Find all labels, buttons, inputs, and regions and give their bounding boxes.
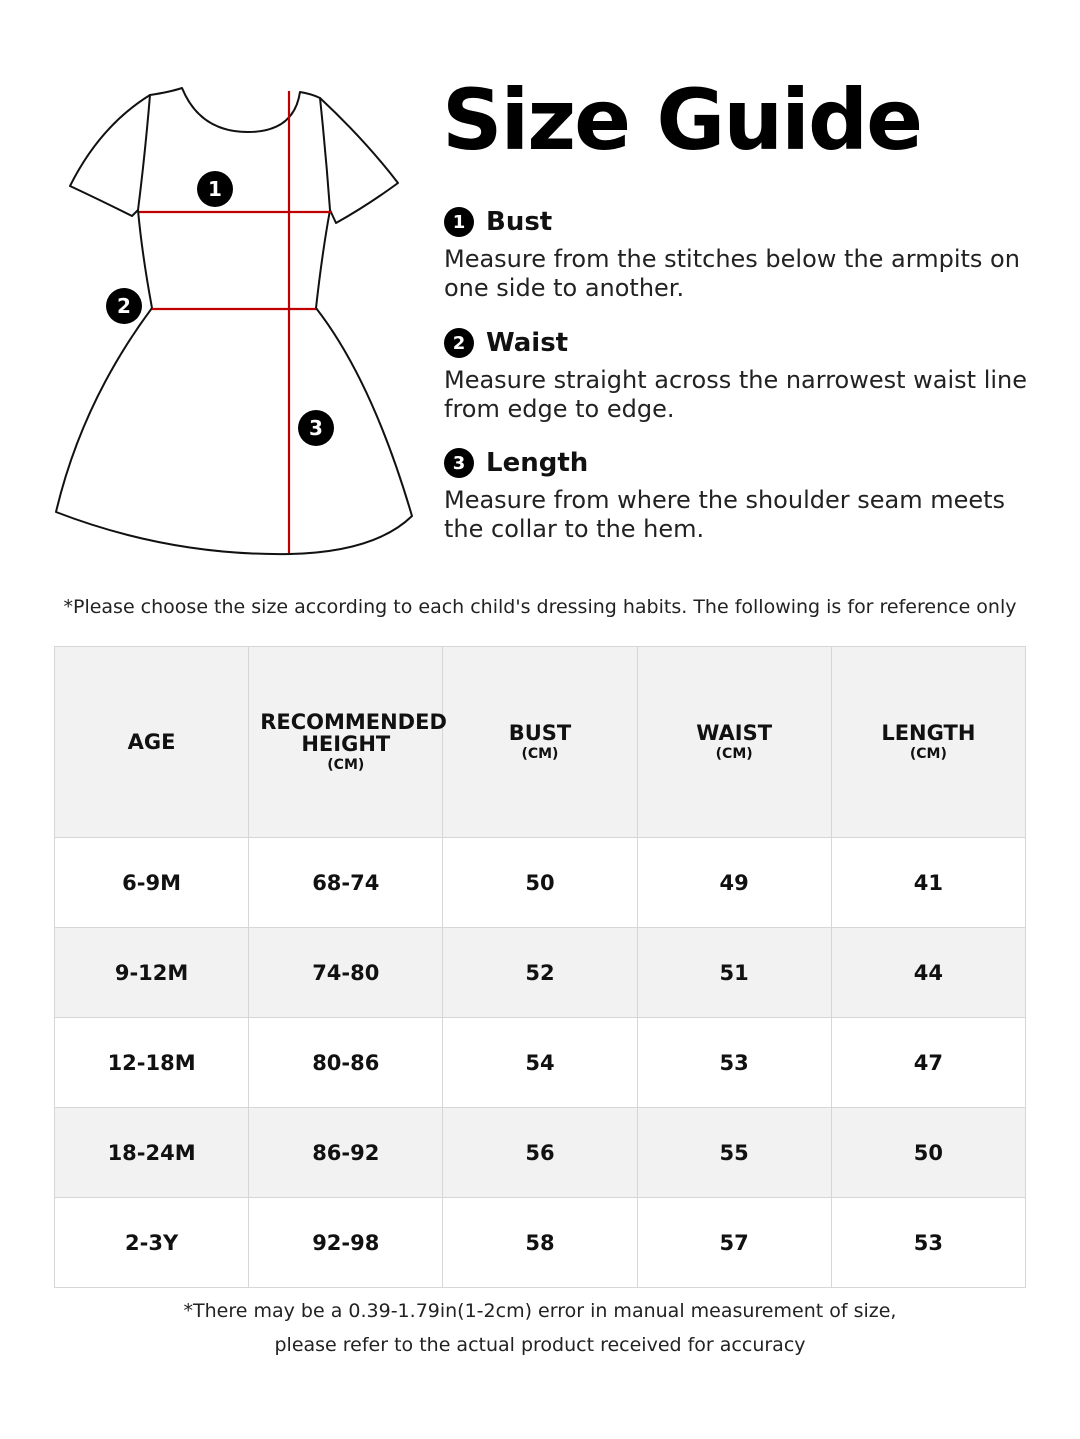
waist-title: Waist [486,328,569,358]
accuracy-note-line-1: *There may be a 0.39-1.79in(1-2cm) error in manual measurement of size, [183,1300,897,1322]
cell-age: 2-3Y [55,1198,249,1288]
cell-bust: 52 [443,928,637,1018]
cell-age: 18-24M [55,1108,249,1198]
guide-waist [444,326,1044,424]
accuracy-note-line-2: please refer to the actual product received for accuracy [274,1334,806,1356]
left-armhole [138,95,150,210]
reference-note: *Please choose the size according to each child's dressing habits. The following is for reference only [63,596,1017,618]
waist-marker: 2 [117,294,131,318]
table-row [55,1108,1026,1198]
cell-length: 53 [831,1198,1025,1288]
cell-waist: 49 [637,838,831,928]
cell-height: 80-86 [249,1018,443,1108]
cell-waist: 57 [637,1198,831,1288]
cell-bust: 50 [443,838,637,928]
dress-diagram [40,80,420,560]
bust-number-badge: 1 [444,207,474,237]
bust-description: Measure from the stitches below the armpits on one side to another. [444,245,1020,302]
header-age: AGE [55,647,249,838]
cell-length: 41 [831,838,1025,928]
dress-outline [56,88,412,554]
cell-bust: 56 [443,1108,637,1198]
cell-age: 9-12M [55,928,249,1018]
header-bust: BUST (CM) [443,647,637,838]
cell-height: 86-92 [249,1108,443,1198]
table-row [55,1018,1026,1108]
cell-height: 68-74 [249,838,443,928]
header-length: LENGTH (CM) [831,647,1025,838]
header-height: RECOMMENDED HEIGHT (CM) [249,647,443,838]
cell-age: 12-18M [55,1018,249,1108]
length-description: Measure from where the shoulder seam meets the collar to the hem. [444,486,1006,543]
length-number-badge: 3 [444,448,474,478]
cell-height: 74-80 [249,928,443,1018]
page-title: Size Guide [442,71,922,169]
size-table [54,646,1026,1288]
guide-bust [444,205,1044,303]
cell-age: 6-9M [55,838,249,928]
length-title: Length [486,448,589,478]
cell-bust: 58 [443,1198,637,1288]
cell-height: 92-98 [249,1198,443,1288]
guide-length [444,446,1044,544]
cell-waist: 55 [637,1108,831,1198]
table-row [55,1198,1026,1288]
bust-title: Bust [486,207,553,237]
cell-length: 47 [831,1018,1025,1108]
table-row [55,928,1026,1018]
header-waist: WAIST (CM) [637,647,831,838]
cell-bust: 54 [443,1018,637,1108]
table-header-row [55,647,1026,838]
length-marker: 3 [309,416,323,440]
waist-number-badge: 2 [444,328,474,358]
waist-description: Measure straight across the narrowest waist line from edge to edge. [444,366,1028,423]
accuracy-note [40,1294,1040,1362]
table-row [55,838,1026,928]
cell-length: 50 [831,1108,1025,1198]
cell-waist: 53 [637,1018,831,1108]
right-armhole [320,98,330,210]
cell-waist: 51 [637,928,831,1018]
bust-marker: 1 [208,177,222,201]
cell-length: 44 [831,928,1025,1018]
